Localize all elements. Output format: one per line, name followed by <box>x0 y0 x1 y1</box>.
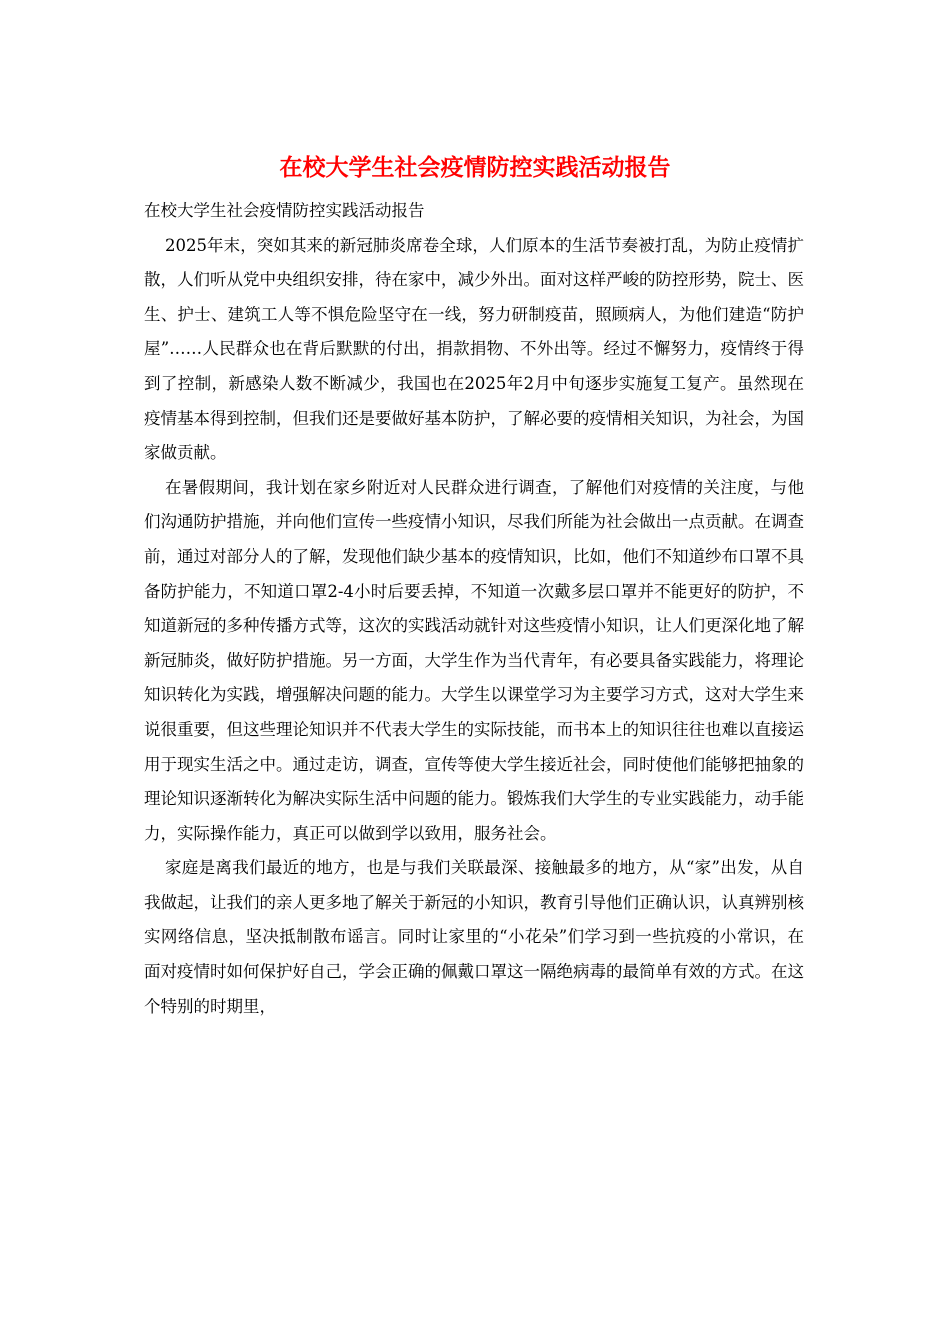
document-title: 在校大学生社会疫情防控实践活动报告 <box>279 154 671 181</box>
paragraph-3: 家庭是离我们最近的地方，也是与我们关联最深、接触最多的地方，从“家”出发，从自我做起，让我们的亲人更多地了解关于新冠的小知识，教育引导他们正确认识，认真辨别核实网络信息，坚决抵制散布谣言。同时让家里的“小花朵”们学习到一些抗疫的小常识，在面对疫情时如何保护好自己，学会正确的佩戴口罩这一隔绝病毒的最简单有效的方式。在这个特别的时期里， <box>144 858 804 1016</box>
document-subtitle: 在校大学生社会疫情防控实践活动报告 <box>144 201 425 220</box>
paragraph-2: 在暑假期间，我计划在家乡附近对人民群众进行调查，了解他们对疫情的关注度，与他们沟通防护措施，并向他们宣传一些疫情小知识，尽我们所能为社会做出一点贡献。在调查前，通过对部分人的了解，发现他们缺少基本的疫情知识，比如，他们不知道纱布口罩不具备防护能力，不知道口罩2-4小时后要丢掉，不知道一次戴多层口罩并不能更好的防护，不知道新冠的多种传播方式等，这次的实践活动就针对这些疫情小知识，让人们更深化地了解新冠肺炎，做好防护措施。另一方面，大学生作为当代青年，有必要具备实践能力，将理论知识转化为实践，增强解决问题的能力。大学生以课堂学习为主要学习方式，这对大学生来说很重要，但这些理论知识并不代表大学生的实际技能，而书本上的知识往往也难以直接运用于现实生活之中。通过走访，调查，宣传等使大学生接近社会，同时使他们能够把抽象的理论知识逐渐转化为解决实际生活中问题的能力。锻炼我们大学生的专业实践能力，动手能力，实际操作能力，真正可以做到学以致用，服务社会。 <box>144 477 804 843</box>
paragraph-1: 2025年末，突如其来的新冠肺炎席卷全球，人们原本的生活节奏被打乱，为防止疫情扩散，人们听从党中央组织安排，待在家中，减少外出。面对这样严峻的防控形势，院士、医生、护士、建筑工人等不惧危险坚守在一线，努力研制疫苗，照顾病人，为他们建造“防护屋”……人民群众也在背后默默的付出，捐款捐物、不外出等。经过不懈努力，疫情终于得到了控制，新感染人数不断减少，我国也在2025年2月中旬逐步实施复工复产。虽然现在疫情基本得到控制，但我们还是要做好基本防护，了解必要的疫情相关知识，为社会，为国家做贡献。 <box>144 235 804 463</box>
document-body <box>144 194 804 1024</box>
